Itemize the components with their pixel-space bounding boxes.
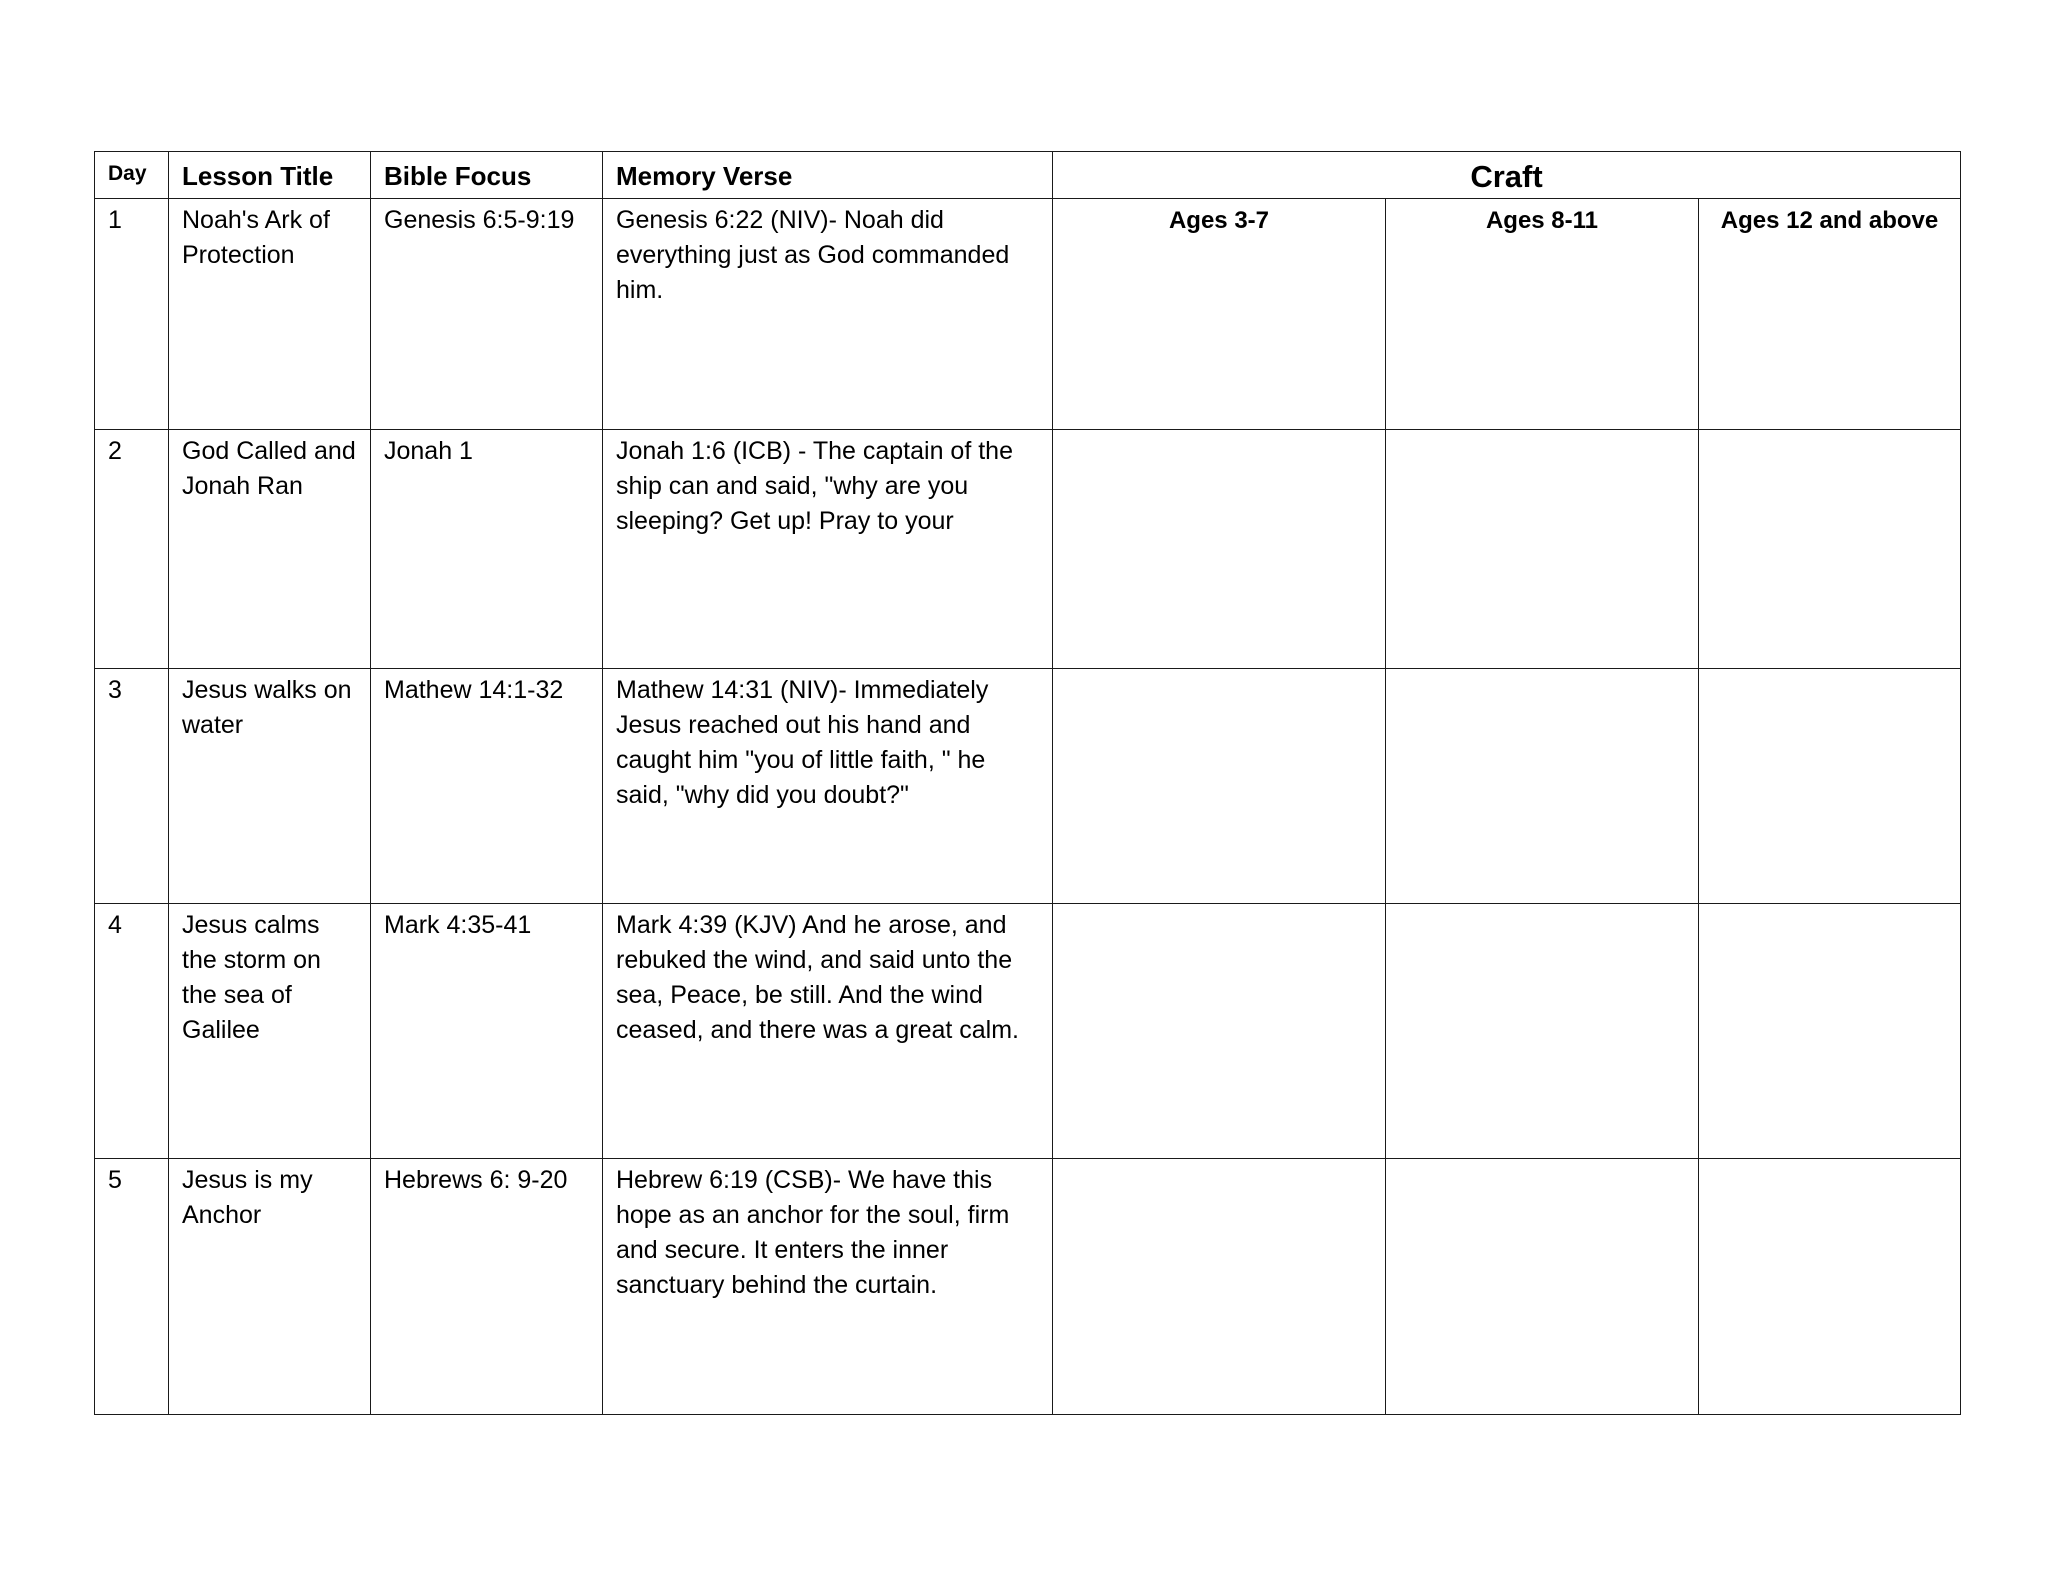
craft-header: Craft [1053,152,1961,199]
day-cell: 5 [95,1159,169,1415]
day-cell: 2 [95,430,169,669]
craft-cell-ages-3-7 [1053,430,1386,669]
memory-verse-cell: Jonah 1:6 (ICB) - The captain of the ship can and said, "why are you sleeping? Get up! Pray to your [603,430,1053,669]
craft-cell-ages-12-above [1699,430,1961,669]
lesson-title-header: Lesson Title [169,152,371,199]
bible-focus-header: Bible Focus [371,152,603,199]
memory-verse-cell: Mark 4:39 (KJV) And he arose, and rebuked the wind, and said unto the sea, Peace, be still. And the wind ceased, and there was a great calm. [603,904,1053,1159]
table-row [95,904,1961,1159]
lesson-title-cell: God Called and Jonah Ran [169,430,371,669]
bible-focus-cell: Jonah 1 [371,430,603,669]
craft-cell-ages-8-11 [1386,669,1699,904]
lesson-plan-table [94,151,1961,1415]
lesson-title-cell: Noah's Ark of Protection [169,199,371,430]
age-group-3-7-header: Ages 3-7 [1053,199,1386,430]
craft-cell-ages-12-above [1699,904,1961,1159]
table-row [95,430,1961,669]
lesson-title-cell: Jesus calms the storm on the sea of Galilee [169,904,371,1159]
bible-focus-cell: Mathew 14:1-32 [371,669,603,904]
header-row [95,152,1961,199]
bible-focus-cell: Hebrews 6: 9-20 [371,1159,603,1415]
day-cell: 3 [95,669,169,904]
memory-verse-cell: Genesis 6:22 (NIV)- Noah did everything just as God commanded him. [603,199,1053,430]
lesson-title-cell: Jesus is my Anchor [169,1159,371,1415]
craft-cell-ages-8-11 [1386,904,1699,1159]
memory-verse-cell: Mathew 14:31 (NIV)- Immediately Jesus reached out his hand and caught him "you of little faith, " he said, "why did you doubt?" [603,669,1053,904]
day-cell: 1 [95,199,169,430]
age-group-12-above-header: Ages 12 and above [1699,199,1961,430]
craft-cell-ages-3-7 [1053,669,1386,904]
table-row [95,199,1961,430]
memory-verse-cell: Hebrew 6:19 (CSB)- We have this hope as an anchor for the soul, firm and secure. It enters the inner sanctuary behind the curtain. [603,1159,1053,1415]
lesson-plan-sheet [94,151,1960,1413]
craft-cell-ages-8-11 [1386,430,1699,669]
craft-cell-ages-3-7 [1053,1159,1386,1415]
age-group-8-11-header: Ages 8-11 [1386,199,1699,430]
craft-cell-ages-12-above [1699,1159,1961,1415]
day-cell: 4 [95,904,169,1159]
day-header: Day [95,152,169,199]
bible-focus-cell: Mark 4:35-41 [371,904,603,1159]
memory-verse-header: Memory Verse [603,152,1053,199]
craft-cell-ages-12-above [1699,669,1961,904]
lesson-title-cell: Jesus walks on water [169,669,371,904]
bible-focus-cell: Genesis 6:5-9:19 [371,199,603,430]
craft-cell-ages-8-11 [1386,1159,1699,1415]
table-row [95,1159,1961,1415]
craft-cell-ages-3-7 [1053,904,1386,1159]
table-row [95,669,1961,904]
